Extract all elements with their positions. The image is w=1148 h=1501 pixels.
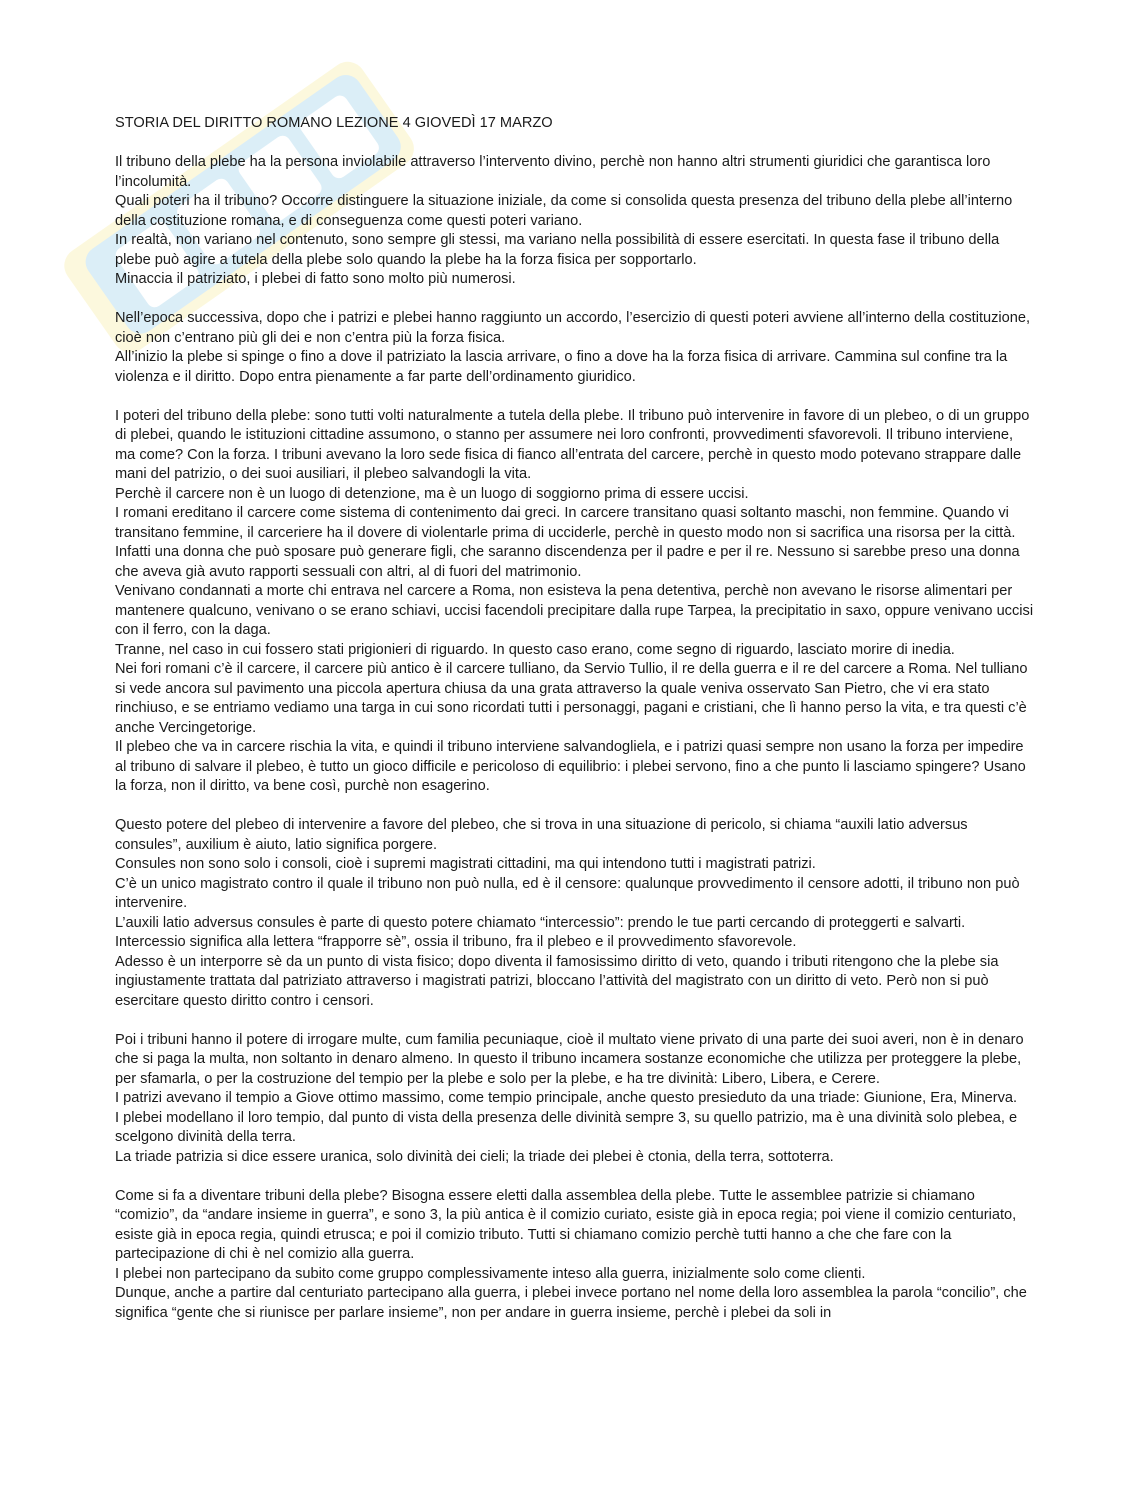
paragraph-5 bbox=[115, 1031, 1035, 1168]
paragraph-2 bbox=[115, 309, 1035, 387]
sentence: Il plebeo che va in carcere rischia la vita, e quindi il tribuno interviene salvandogliela, e i patrizi quasi sempre non usano la forza per impedire al tribuno di salvare il plebeo, è tutto un gioco difficile e pericoloso di equilibrio: i plebei servono, fino a che punto li lasciamo spingere? Usano la forza, non il diritto, va bene così, purchè non esagerino. bbox=[115, 739, 1026, 794]
sentence: Minaccia il patriziato, i plebei di fatto sono molto più numerosi. bbox=[115, 271, 516, 287]
sentence: Nell’epoca successiva, dopo che i patrizi e plebei hanno raggiunto un accordo, l’esercizio di questi poteri avviene all’interno della costituzione, cioè non c’entrano più gli dei e non c’entra più la forza fisica. bbox=[115, 310, 1031, 346]
sentence: Dunque, anche a partire dal centuriato partecipano alla guerra, i plebei invece portano nel nome della loro assemblea la parola “concilio”, che significa “gente che si riunisce per parlare insieme”, non per andare in guerra insieme, perchè i plebei da soli in bbox=[115, 1285, 1027, 1321]
sentence: Come si fa a diventare tribuni della plebe? Bisogna essere eletti dalla assemblea della plebe. Tutte le assemblee patrizie si chiamano “comizio”, da “andare insieme in guerra”, e sono 3, la più antica è il comizio curiato, esiste già in epoca regia; poi viene il comizio centuriato, esiste già in epoca regia, quindi etrusca; e poi il comizio tributo. Tutti si chiamano comizio perchè tutti hanno a che che fare con la partecipazione di chi è nel comizio alla guerra. bbox=[115, 1187, 1017, 1262]
document-title: STORIA DEL DIRITTO ROMANO LEZIONE 4 GIOVEDÌ 17 MARZO bbox=[115, 115, 553, 131]
sentence: Perchè il carcere non è un luogo di detenzione, ma è un luogo di soggiorno prima di essere uccisi. bbox=[115, 485, 749, 502]
sentence: Consules non sono solo i consoli, cioè i supremi magistrati cittadini, ma qui intendono tutti i magistrati patrizi. bbox=[115, 856, 816, 872]
sentence: In realtà, non variano nel contenuto, sono sempre gli stessi, ma variano nella possibilità di essere esercitati. In questa fase il tribuno della plebe può agire a tutela della plebe solo quando la plebe ha la forza fisica per sopportarlo. bbox=[115, 232, 1000, 268]
sentence: Il tribuno della plebe ha la persona inviolabile attraverso l’intervento divino, perchè non hanno altri strumenti giuridici che garantisca loro l’incolumità. bbox=[115, 154, 991, 190]
paragraph-4 bbox=[115, 816, 1035, 1011]
paragraph-3 bbox=[115, 407, 1035, 797]
sentence: Tranne, nel caso in cui fossero stati prigionieri di riguardo. In questo caso erano, come segno di riguardo, lasciato morire di inedia. bbox=[115, 641, 955, 658]
sentence: I patrizi avevano il tempio a Giove ottimo massimo, come tempio principale, anche questo presieduto da una triade: Giunione, Era, Minerva. bbox=[115, 1090, 1018, 1106]
paragraph-1 bbox=[115, 153, 1035, 290]
paragraph-6 bbox=[115, 1187, 1035, 1324]
sentence: I plebei modellano il loro tempio, dal punto di vista della presenza delle divinità sempre 3, su quello patrizio, ma è una divinità solo plebea, e scelgono divinità della terra. bbox=[115, 1109, 1018, 1145]
sentence: I romani ereditano il carcere come sistema di contenimento dai greci. In carcere transitano quasi soltanto maschi, non femmine. Quando vi transitano femmine, il carceriere ha il dovere di violentarle prima di ucciderle, perchè in questo modo non si sacrifica una risorsa per la città. Infatti una donna che può sposare può generare figli, che saranno discendenza per il padre e per il re. Nessuno si sarebbe preso una donna che aveva già avuto rapporti sessuali con altri, al di fuori del matrimonio. bbox=[115, 505, 1020, 580]
sentence: Questo potere del plebeo di intervenire a favore del plebeo, che si trova in una situazione di pericolo, si chiama “auxili latio adversus consules”, auxilium è aiuto, latio significa porgere. bbox=[115, 817, 968, 853]
sentence: L’auxili latio adversus consules è parte di questo potere chiamato “intercessio”: prendo le tue parti cercando di proteggerti e salvarti. Intercessio significa alla lettera “frapporre sè”, ossia il tribuno, fra il plebeo e il provvedimento sfavorevole. bbox=[115, 914, 966, 950]
sentence: Poi i tribuni hanno il potere di irrogare multe, cum familia pecuniaque, cioè il multato viene privato di una parte dei suoi averi, non è in denaro che si paga la multa, non soltanto in denaro almeno. In questo il tribuno incamera sostanze economiche che utilizza per proteggere la plebe, per sfamarla, o per la costruzione del tempio per la plebe e solo per la plebe, e ha tre divinità: Libero, Libera, e Cerere. bbox=[115, 1031, 1024, 1087]
sentence: I poteri del tribuno della plebe: sono tutti volti naturalmente a tutela della plebe. Il tribuno può intervenire in favore di un plebeo, o di un gruppo di plebei, quando le istituzioni cittadine assumono, o stanno per assumere nei loro confronti, provvedimenti sfavorevoli. Il tribuno interviene, ma come? Con la forza. I tribuni avevano la loro sede fisica di fianco all’entrata del carcere, perchè in questo modo potevano strappare dalle mani del patrizio, o dei suoi ausiliari, il plebeo salvandogli la vita. bbox=[115, 407, 1030, 482]
sentence: Adesso è un interporre sè da un punto di vista fisico; dopo diventa il famosissimo diritto di veto, quando i tributi ritengono che la plebe sia ingiustamente trattata dal patriziato attraverso i magistrati patrizi, bloccano l’attività del magistrato con un diritto di veto. Però non si può esercitare questo diritto contro i censori. bbox=[115, 953, 999, 1009]
sentence: I plebei non partecipano da subito come gruppo complessivamente inteso alla guerra, inizialmente solo come clienti. bbox=[115, 1265, 866, 1282]
sentence: Nei fori romani c’è il carcere, il carcere più antico è il carcere tulliano, da Servio Tullio, il re della guerra e il re del carcere a Roma. Nel tulliano si vede ancora sul pavimento una piccola apertura chiusa da una grata attraverso la quale veniva osservato San Pietro, che vi era stato rinchiuso, e se entriamo vediamo una targa in cui sono ricordati tutti i personaggi, pagani e cristiani, che lì hanno perso la vita, e tra questi c’è anche Vercingetorige. bbox=[115, 661, 1028, 736]
sentence: Venivano condannati a morte chi entrava nel carcere a Roma, non esisteva la pena detentiva, perchè non avevano le risorse alimentari per mantenere qualcuno, venivano o se erano schiavi, uccisi facendoli precipitare dalla rupe Tarpea, la precipitatio in saxo, oppure venivano uccisi con il ferro, con la daga. bbox=[115, 583, 1034, 638]
sentence: All’inizio la plebe si spinge o fino a dove il patriziato la lascia arrivare, o fino a dove ha la forza fisica di arrivare. Cammina sul confine tra la violenza e il diritto. Dopo entra pienamente a far parte dell’ordinamento giuridico. bbox=[115, 349, 1008, 385]
sentence: C’è un unico magistrato contro il quale il tribuno non può nulla, ed è il censore: qualunque provvedimento il censore adotti, il tribuno non può intervenire. bbox=[115, 875, 1020, 911]
document-page bbox=[115, 114, 1035, 1343]
sentence: Quali poteri ha il tribuno? Occorre distinguere la situazione iniziale, da come si consolida questa presenza del tribuno della plebe all’interno della costituzione romana, e di conseguenza come questi poteri variano. bbox=[115, 193, 1013, 229]
sentence: La triade patrizia si dice essere uranica, solo divinità dei cieli; la triade dei plebei è ctonia, della terra, sottoterra. bbox=[115, 1148, 834, 1165]
